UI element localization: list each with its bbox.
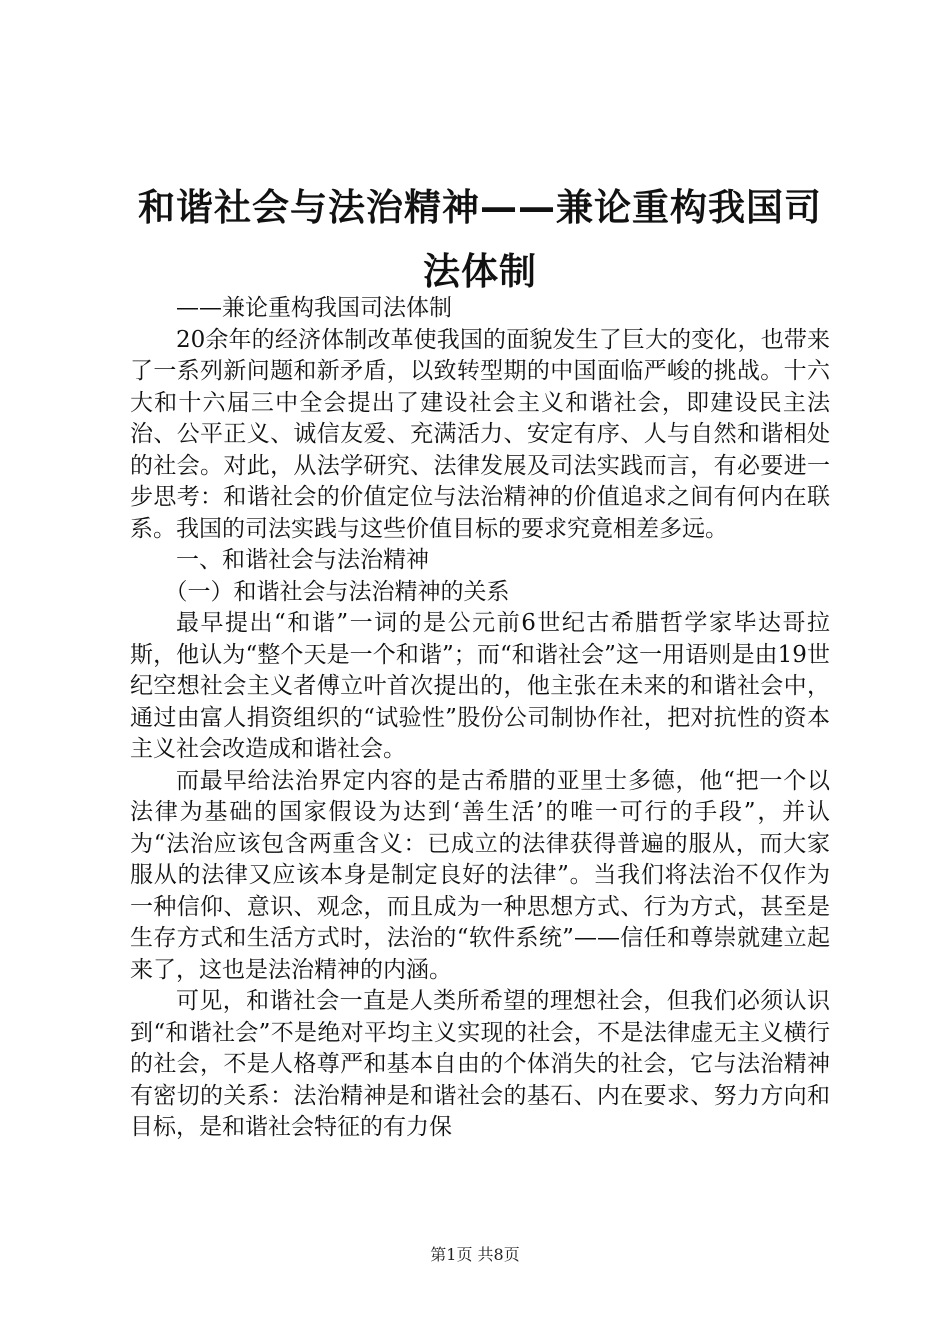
body-paragraph: 最早提出“和谐”一词的是公元前6世纪古希腊哲学家毕达哥拉斯，他认为“整个天是一个和谐”；而“和谐社会”这一用语则是由19世纪空想社会主义者傅立叶首次提出的，他主张在未来的和谐社会中，通过由富人捐资组织的“试验性”股份公司制协作社，把对抗性的资本主义社会改造成和谐社会。: [130, 610, 830, 762]
document-title: 和谐社会与法治精神——兼论重构我国司法体制: [138, 186, 822, 293]
intro-paragraph: 20余年的经济体制改革使我国的面貌发生了巨大的变化，也带来了一系列新问题和新矛盾，以致转型期的中国面临严峻的挑战。十六大和十六届三中全会提出了建设社会主义和谐社会，即建设民主法治、公平正义、诚信友爱、充满活力、安定有序、人与自然和谐相处的社会。对此，从法学研究、法律发展及司法实践而言，有必要进一步思考：和谐社会的价值定位与法治精神的价值追求之间有何内在联系。我国的司法实践与这些价值目标的要求究竟相差多远。: [130, 326, 830, 542]
section-heading: 一、和谐社会与法治精神: [176, 547, 429, 573]
body-paragraph: 可见，和谐社会一直是人类所希望的理想社会，但我们必须认识到“和谐社会”不是绝对平均主义实现的社会，不是法律虚无主义横行的社会，不是人格尊严和基本自由的个体消失的社会，它与法治精神有密切的关系：法治精神是和谐社会的基石、内在要求、努力方向和目标，是和谐社会特征的有力保: [130, 988, 830, 1140]
document-body: [130, 293, 830, 1144]
page-footer: 第1页 共8页: [430, 1245, 520, 1264]
subsection-heading: （一）和谐社会与法治精神的关系: [164, 578, 510, 605]
body-paragraph: 而最早给法治界定内容的是古希腊的亚里士多德，他“把一个以法律为基础的国家假设为达到‘善生活’的唯一可行的手段”，并认为“法治应该包含两重含义：已成立的法律获得普遍的服从，而大家服从的法律又应该本身是制定良好的法律”。当我们将法治不仅作为一种信仰、意识、观念，而且成为一种思想方式、行为方式，甚至是生存方式和生活方式时，法治的“软件系统”——信任和尊崇就建立起来了，这也是法治精神的内涵。: [130, 767, 830, 983]
subtitle-line: ——兼论重构我国司法体制: [176, 295, 452, 321]
